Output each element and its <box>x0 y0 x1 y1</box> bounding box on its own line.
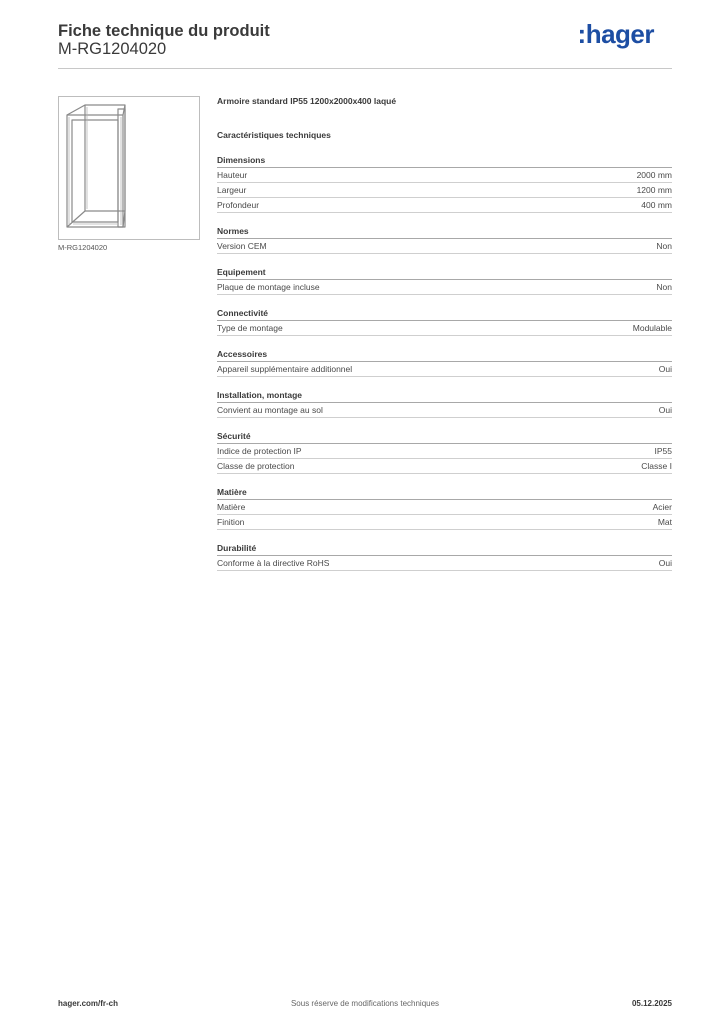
characteristics-heading: Caractéristiques techniques <box>217 130 331 140</box>
spec-content <box>217 94 672 571</box>
section-title: Dimensions <box>217 154 672 168</box>
footer-website: hager.com/fr-ch <box>58 999 119 1008</box>
spec-row <box>217 556 672 571</box>
spec-section <box>217 389 672 418</box>
section-title: Connectivité <box>217 307 672 321</box>
spec-row <box>217 444 672 459</box>
spec-row <box>217 198 672 213</box>
section-title: Normes <box>217 225 672 239</box>
spec-row <box>217 459 672 474</box>
spec-label: Largeur <box>217 185 247 195</box>
spec-label: Conforme à la directive RoHS <box>217 558 330 568</box>
hager-logo: :hager <box>577 19 654 49</box>
spec-value: Non <box>656 282 672 292</box>
spec-row <box>217 403 672 418</box>
spec-section <box>217 225 672 254</box>
footer-date: 05.12.2025 <box>631 999 672 1008</box>
spec-value: 400 mm <box>641 200 672 210</box>
image-caption: M-RG1204020 <box>58 243 108 252</box>
section-title: Accessoires <box>217 348 672 362</box>
spec-row <box>217 515 672 530</box>
spec-section <box>217 348 672 377</box>
section-title: Matière <box>217 486 672 500</box>
spec-section <box>217 542 672 571</box>
page-header <box>58 20 672 70</box>
spec-section <box>217 307 672 336</box>
spec-row <box>217 183 672 198</box>
section-title: Installation, montage <box>217 389 672 403</box>
spec-label: Convient au montage au sol <box>217 405 323 415</box>
spec-row <box>217 239 672 254</box>
spec-value: Mat <box>657 517 672 527</box>
spec-label: Version CEM <box>217 241 267 251</box>
spec-label: Finition <box>217 517 245 527</box>
product-reference: M-RG1204020 <box>58 40 167 58</box>
spec-value: Oui <box>658 405 672 415</box>
spec-value: Oui <box>658 364 672 374</box>
spec-value: 2000 mm <box>636 170 672 180</box>
spec-row <box>217 321 672 336</box>
spec-label: Appareil supplémentaire additionnel <box>217 364 353 374</box>
spec-label: Type de montage <box>217 323 283 333</box>
spec-section <box>217 430 672 474</box>
product-name: Armoire standard IP55 1200x2000x400 laqué <box>217 96 397 106</box>
spec-label: Classe de protection <box>217 461 295 471</box>
spec-value: Acier <box>652 502 672 512</box>
spec-row <box>217 280 672 295</box>
spec-value: Non <box>656 241 672 251</box>
product-image <box>58 96 200 240</box>
spec-value: Oui <box>658 558 672 568</box>
spec-section <box>217 486 672 530</box>
spec-value: IP55 <box>654 446 672 456</box>
page-footer <box>58 997 672 1011</box>
spec-label: Hauteur <box>217 170 248 180</box>
section-title: Sécurité <box>217 430 672 444</box>
spec-value: 1200 mm <box>636 185 672 195</box>
section-title: Durabilité <box>217 542 672 556</box>
spec-value: Classe I <box>641 461 672 471</box>
spec-row <box>217 500 672 515</box>
spec-row <box>217 168 672 183</box>
spec-label: Profondeur <box>217 200 260 210</box>
spec-label: Matière <box>217 502 246 512</box>
section-title: Equipement <box>217 266 672 280</box>
spec-value: Modulable <box>632 323 672 333</box>
spec-row <box>217 362 672 377</box>
footer-disclaimer: Sous réserve de modifications techniques <box>290 999 440 1008</box>
page-title: Fiche technique du produit <box>58 22 270 40</box>
header-divider <box>58 68 672 69</box>
spec-label: Indice de protection IP <box>217 446 302 456</box>
spec-section <box>217 154 672 213</box>
spec-label: Plaque de montage incluse <box>217 282 320 292</box>
spec-section <box>217 266 672 295</box>
spec-sections <box>217 154 672 571</box>
cabinet-frame-image <box>59 97 199 239</box>
